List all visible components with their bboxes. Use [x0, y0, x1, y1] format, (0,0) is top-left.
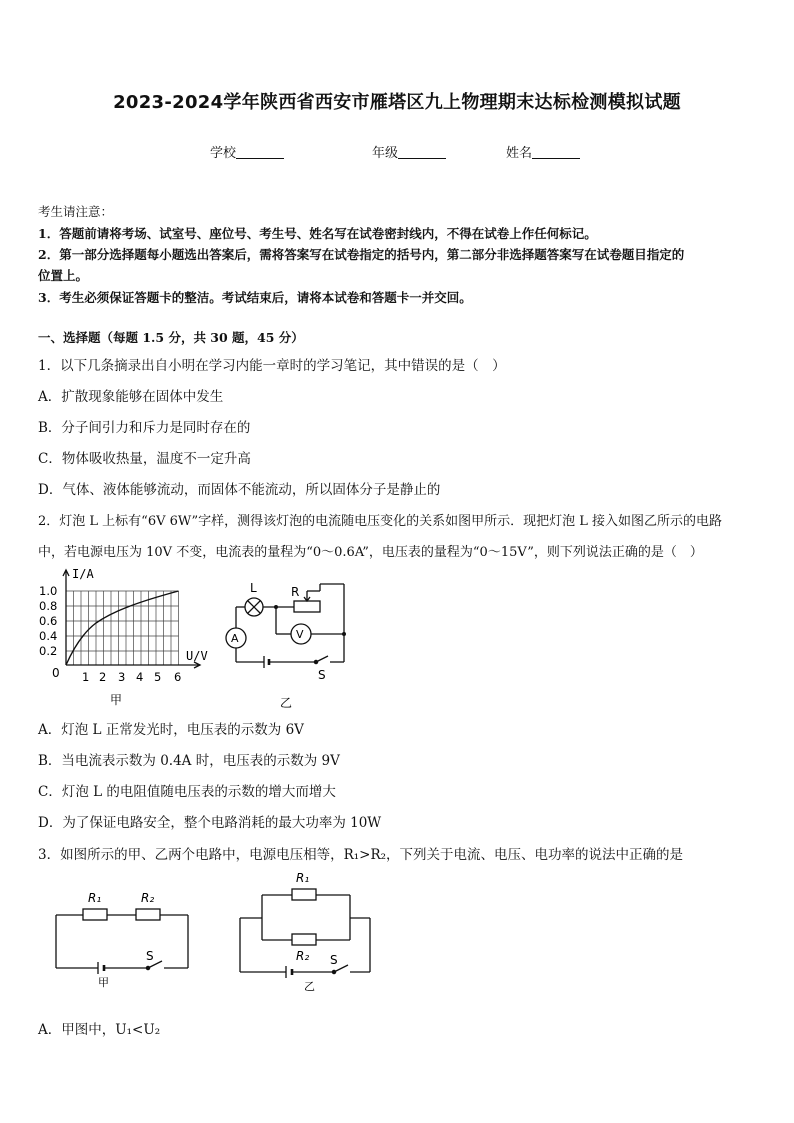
graph-caption: 甲: [110, 693, 123, 707]
r2-label: R₂: [141, 891, 155, 905]
graph-x-axis-label: U/V: [186, 649, 208, 663]
graph-x-tick: 5: [154, 670, 162, 684]
graph-x-tick: 1: [82, 670, 90, 684]
graph-y-tick: 1.0: [39, 584, 58, 598]
q2-option-b: B．当电流表示数为 0.4A 时，电压表的示数为 9V: [38, 753, 340, 769]
lamp-label: L: [250, 581, 257, 595]
school-blank: [236, 145, 284, 159]
q3-stem: 3．如图所示的甲、乙两个电路中，电源电压相等，R₁>R₂，下列关于电流、电压、电功率的说法中正确的是: [38, 847, 684, 863]
notice-item-3: 3．考生必须保证答题卡的整洁。考试结束后，请将本试卷和答题卡一并交回。: [38, 290, 472, 305]
fig-b-caption: 乙: [304, 980, 315, 993]
notice-item-1: 1．答题前请将考场、试室号、座位号、考生号、姓名写在试卷密封线内，不得在试卷上作任何标记。: [38, 226, 597, 241]
notice-item-2-cont: 位置上。: [38, 268, 89, 283]
circuit-caption: 乙: [280, 696, 293, 710]
q2-circuit-figure: [214, 576, 364, 712]
q3-option-a: A．甲图中，U₁<U₂: [38, 1022, 161, 1038]
graph-y-tick: 0.4: [39, 629, 58, 643]
switch-label: S: [146, 949, 154, 963]
graph-y-tick: 0.8: [39, 599, 58, 613]
q1-option-c: C．物体吸收热量，温度不一定升高: [38, 451, 251, 467]
q1-option-b: B．分子间引力和斥力是同时存在的: [38, 420, 251, 436]
q1-option-d: D．气体、液体能够流动，而固体不能流动，所以固体分子是静止的: [38, 482, 441, 498]
q2-graph-figure: [34, 562, 214, 712]
graph-x-tick: 2: [99, 670, 107, 684]
q1-option-a: A．扩散现象能够在固体中发生: [38, 389, 224, 405]
fig-a-caption: 甲: [98, 976, 109, 989]
school-field: [210, 142, 284, 161]
q2-stem-line1: 2．灯泡 L 上标有“6V 6W”字样，测得该灯泡的电流随电压变化的关系如图甲所示．现把灯泡 L 接入如图乙所示的电路: [38, 514, 723, 529]
graph-y-tick: 0.6: [39, 614, 58, 628]
r2-label: R₂: [296, 949, 310, 963]
notice-heading: 考生请注意：: [38, 204, 114, 219]
name-label: 姓名: [506, 146, 533, 161]
graph-x-tick: 3: [118, 670, 126, 684]
page-title: 2023-2024学年陕西省西安市雁塔区九上物理期末达标检测模拟试题: [113, 92, 681, 113]
r1-label: R₁: [296, 871, 310, 885]
graph-origin-label: 0: [52, 666, 60, 680]
q2-stem-line2: 中，若电源电压为 10V 不变，电流表的量程为“0～0.6A”，电压表的量程为“0～15V”，则下列说法正确的是（ ）: [38, 545, 703, 560]
q2-option-d: D．为了保证电路安全，整个电路消耗的最大功率为 10W: [38, 815, 382, 831]
grade-blank: [398, 145, 446, 159]
rheostat-label: R: [291, 585, 300, 599]
voltmeter-label: V: [296, 628, 304, 641]
q3-parallel-circuit-figure: [236, 868, 386, 994]
graph-x-tick: 6: [174, 670, 182, 684]
graph-y-tick: 0.2: [39, 644, 58, 658]
switch-label: S: [318, 668, 326, 682]
section-heading: 一、选择题（每题 1.5 分，共 30 题，45 分）: [38, 330, 304, 345]
graph-x-tick: 4: [136, 670, 144, 684]
name-field: [506, 142, 580, 161]
ammeter-label: A: [231, 632, 239, 645]
graph-y-axis-label: I/A: [72, 567, 94, 581]
q2-option-a: A．灯泡 L 正常发光时，电压表的示数为 6V: [38, 722, 304, 738]
q1-stem: 1．以下几条摘录出自小明在学习内能一章时的学习笔记，其中错误的是（ ）: [38, 358, 506, 374]
notice-item-2: 2．第一部分选择题每小题选出答案后，需将答案写在试卷指定的括号内，第二部分非选择题答案写在试卷题目指定的: [38, 247, 685, 262]
grade-label: 年级: [372, 146, 399, 161]
name-blank: [532, 145, 580, 159]
school-label: 学校: [210, 146, 237, 161]
q3-series-circuit-figure: [38, 880, 218, 990]
switch-label: S: [330, 953, 338, 967]
grade-field: [372, 142, 446, 161]
r1-label: R₁: [88, 891, 102, 905]
q2-option-c: C．灯泡 L 的电阻值随电压表的示数的增大而增大: [38, 784, 336, 800]
